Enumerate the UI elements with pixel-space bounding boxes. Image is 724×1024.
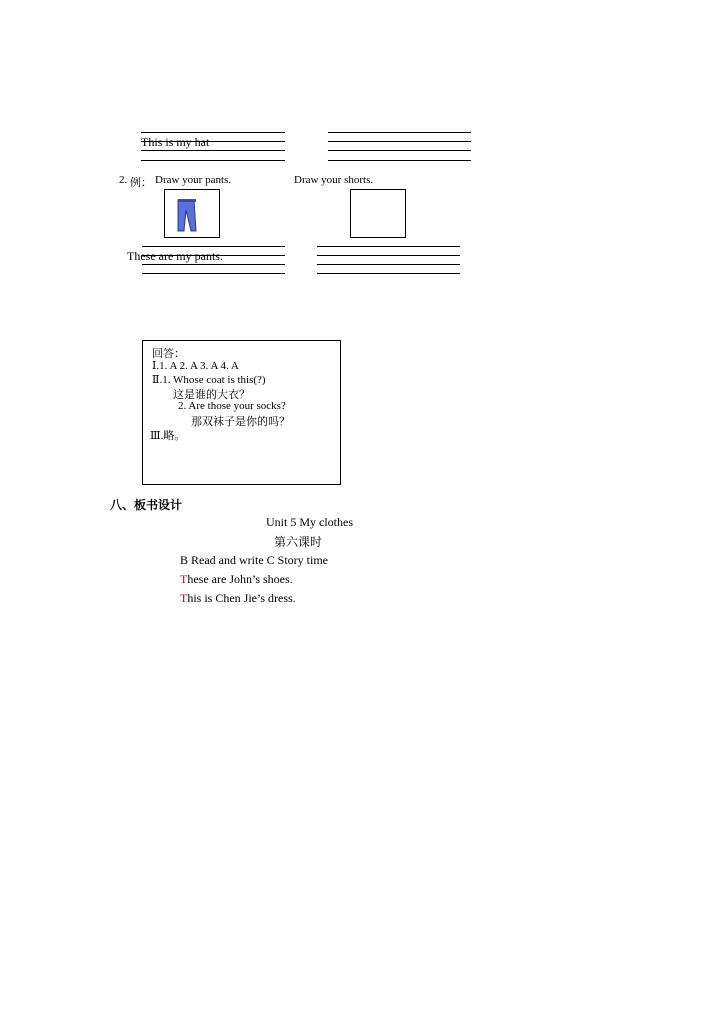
board-sentence-2-initial: T bbox=[180, 591, 188, 605]
answer-part-2-q2-cn: 那双袜子是你的吗？ bbox=[191, 416, 290, 428]
prompt-draw-pants: Draw your pants. bbox=[155, 174, 232, 186]
answer-part-3: Ⅲ.略。 bbox=[150, 430, 186, 442]
board-design-heading: 八、板书设计 bbox=[110, 498, 183, 512]
answer-part-2-q1: Ⅱ.1. Whose coat is this(?) bbox=[152, 374, 266, 386]
pants-icon bbox=[165, 190, 219, 237]
board-sentence-2-rest: his is Chen Jie’s dress. bbox=[187, 591, 296, 605]
board-sections: B Read and write C Story time bbox=[180, 553, 328, 567]
prompt-draw-shorts: Draw your shorts. bbox=[294, 174, 374, 186]
answer-part-2-q2: 2. Are those your socks? bbox=[178, 400, 286, 412]
board-sentence-2 bbox=[180, 591, 296, 606]
exercise-2-example-label: 例： bbox=[130, 177, 152, 189]
board-sentence-1 bbox=[180, 572, 293, 587]
example-sentence-pants: These are my pants. bbox=[127, 249, 223, 263]
example-sentence-hat: This is my hat bbox=[141, 135, 210, 149]
answer-part-1: Ⅰ.1. A 2. A 3. A 4. A bbox=[152, 360, 239, 372]
board-sentence-1-initial: T bbox=[180, 572, 188, 586]
answer-heading: 回答： bbox=[152, 348, 185, 360]
exercise-2-number: 2. bbox=[119, 174, 128, 186]
board-sentence-1-rest: hese are John’s shoes. bbox=[187, 572, 293, 586]
answer-part-2-q1-cn: 这是谁的大衣？ bbox=[173, 389, 250, 401]
pants-drawing-box bbox=[164, 189, 220, 238]
board-lesson: 第六课时 bbox=[274, 535, 323, 549]
shorts-drawing-box[interactable] bbox=[350, 189, 406, 238]
board-unit-title: Unit 5 My clothes bbox=[266, 515, 353, 529]
